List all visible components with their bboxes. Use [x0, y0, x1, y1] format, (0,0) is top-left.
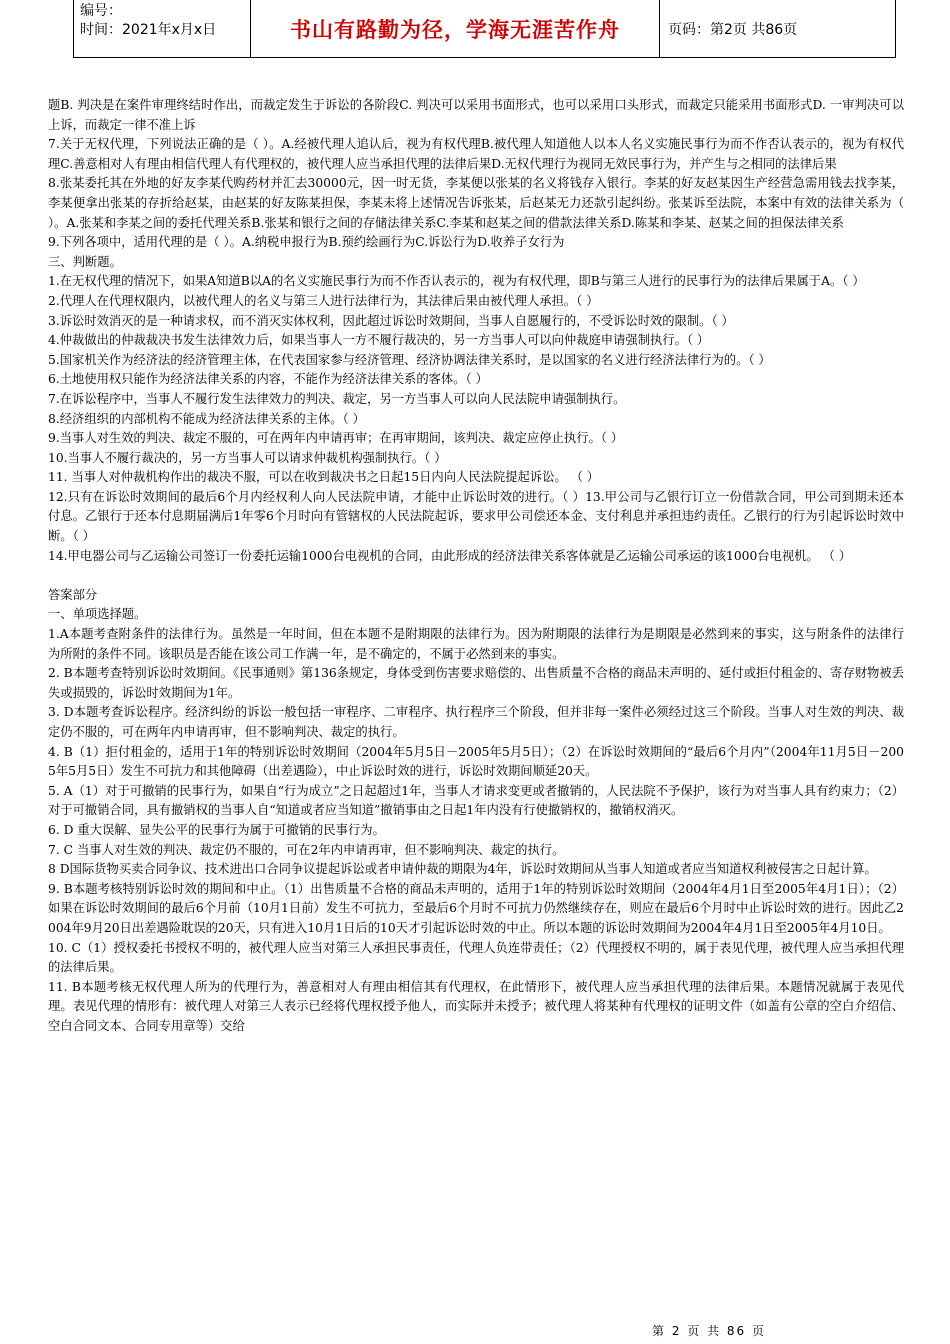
blank-line	[48, 566, 904, 586]
paragraph: 5.国家机关作为经济法的经济管理主体，在代表国家参与经济管理、经济协调法律关系时，是以国家的名义进行经济法律行为的。（ ）	[48, 352, 771, 367]
paragraph: 2. B本题考查特别诉讼时效期间。《民事通则》第136条规定，身体受到伤害要求赔偿的、出售质量不合格的商品未声明的、延付或拒付租金的、寄存财物被丢失或损毁的，诉讼时效期间为1年。	[48, 666, 904, 700]
paragraph: 4.仲裁做出的仲裁裁决书发生法律效力后，如果当事人一方不履行裁决的，另一方当事人可以向仲裁庭申请强制执行。（ ）	[48, 333, 710, 348]
header-motto: 书山有路勤为径，学海无涯苦作舟	[251, 0, 660, 57]
paragraph: 3. D本题考查诉讼程序。经济纠纷的诉讼一般包括一审程序、二审程序、执行程序三个阶段，但并非每一案件必须经过这三个阶段。当事人对生效的判决、裁定仍不服的，可在两年内申请再审，但不影响判决、裁定的执行。	[48, 705, 904, 739]
paragraph: 10. C（1）授权委托书授权不明的，被代理人应当对第三人承担民事责任，代理人负连带责任；（2）代理授权不明的，属于表见代理，被代理人应当承担代理的法律后果。	[48, 940, 904, 975]
paragraph: 7.在诉讼程序中，当事人不履行发生法律效力的判决、裁定，另一方当事人可以向人民法院申请强制执行。	[48, 391, 626, 406]
paragraph: 一、单项选择题。	[48, 607, 147, 622]
paragraph: 6.土地使用权只能作为经济法律关系的内容，不能作为经济法律关系的客体。（ ）	[48, 372, 488, 387]
paragraph: 10.当事人不履行裁决的，另一方当事人可以请求仲裁机构强制执行。（ ）	[48, 450, 447, 465]
paragraph: 1.A本题考查附条件的法律行为。虽然是一年时间，但在本题不是附期限的法律行为。因为附期限的法律行为是期限是必然到来的事实，这与附条件的法律行为所附的条件不同。该职员是否能在该公司工作满一年，是不确定的，不属于必然到来的事实。	[48, 627, 904, 661]
paragraph: 三、判断题。	[48, 254, 122, 269]
paragraph: 9. B本题考核特别诉讼时效的期间和中止。（1）出售质量不合格的商品未声明的，适用于1年的特别诉讼时效期间（2004年4月1日至2005年4月1日）；（2）如果在诉讼时效期间的最后6个月前（10月1日前）发生不可抗力，至最后6个月时不可抗力仍然继续存在，则应在最后6个月时中止诉讼时效的进行。因此乙2004年9月20日出差遇险耽误的20天，只有进入10月1日后的10天才引起诉讼时效的中止。所以本题的诉讼时效期间为2004年4月1日至2005年4月10日。	[48, 881, 904, 935]
paragraph: 14.甲电器公司与乙运输公司签订一份委托运输1000台电视机的合同，由此形成的经济法律关系客体就是乙运输公司承运的该1000台电视机。 （ ）	[48, 548, 852, 563]
document-body	[48, 96, 904, 1037]
header-page-label: 页码：第2页 共86页	[668, 21, 798, 38]
paragraph: 7. C 当事人对生效的判决、裁定仍不服的，可在2年内申请再审，但不影响判决、裁定的执行。	[48, 842, 565, 857]
paragraph: 7.关于无权代理，下列说法正确的是（ ）。A.经被代理人追认后，视为有权代理B.被代理人知道他人以本人名义实施民事行为而不作否认表示的，视为有权代理C.善意相对人有理由相信代理人有代理权的，被代理人应当承担代理的法律后果D.无权代理行为视同无效民事行为，并产生与之相同的法律后果	[48, 137, 904, 171]
paragraph: 9.当事人对生效的判决、裁定不服的，可在两年内申请再审；在再审期间，该判决、裁定应停止执行。（ ）	[48, 431, 624, 446]
paragraph: 题B. 判决是在案件审理终结时作出，而裁定发生于诉讼的各阶段C. 判决可以采用书面形式，也可以采用口头形式，而裁定只能采用书面形式D. 一审判决可以上诉，而裁定一律不准上诉	[48, 98, 904, 132]
paragraph: 11. B本题考核无权代理人所为的代理行为，善意相对人有理由相信其有代理权，在此情形下，被代理人应当承担代理的法律后果。本题情况就属于表见代理。表见代理的情形有：被代理人对第三人表示已经将代理权授予他人，而实际并未授予；被代理人将某种有代理权的证明文件（如盖有公章的空白介绍信、空白合同文本、合同专用章等）交给	[48, 979, 904, 1033]
paragraph: 8.经济组织的内部机构不能成为经济法律关系的主体。（ ）	[48, 411, 365, 426]
paragraph: 1.在无权代理的情况下，如果A知道B以A的名义实施民事行为而不作否认表示的，视为有权代理，即B与第三人进行的民事行为的法律后果属于A。（ ）	[48, 274, 865, 289]
paragraph: 9.下列各项中，适用代理的是（ ）。A.纳税申报行为B.预约绘画行为C.诉讼行为D.收养子女行为	[48, 235, 565, 250]
paragraph: 答案部分	[48, 587, 98, 602]
paragraph: 3.诉讼时效消灭的是一种请求权，而不消灭实体权利，因此超过诉讼时效期间，当事人自愿履行的，不受诉讼时效的限制。（ ）	[48, 313, 734, 328]
paragraph: 5. A（1）对于可撤销的民事行为，如果自“行为成立”之日起超过1年，当事人才请求变更或者撤销的，人民法院不予保护，该行为对当事人具有约束力；（2）对于可撤销合同，具有撤销权的当事人自“知道或者应当知道”撤销事由之日起1年内没有行使撤销权的，撤销权消灭。	[48, 783, 904, 818]
paragraph: 11. 当事人对仲裁机构作出的裁决不服，可以在收到裁决书之日起15日内向人民法院提起诉讼。 （ ）	[48, 470, 600, 485]
paragraph: 4. B（1）拒付租金的，适用于1年的特别诉讼时效期间（2004年5月5日－2005年5月5日）；（2）在诉讼时效期间的“最后6个月内”（2004年11月5日－2005年5月5日）发生不可抗力和其他障碍（出差遇险），中止诉讼时效的进行，诉讼时效期间顺延20天。	[48, 744, 904, 779]
time-label: 时间：2021年x月x日	[80, 22, 217, 38]
paragraph: 12.只有在诉讼时效期间的最后6个月内经权利人向人民法院申请，才能中止诉讼时效的进行。（ ）13.甲公司与乙银行订立一份借款合同，甲公司到期未还本付息。乙银行于还本付息期届满后1年零6个月时向有管辖权的人民法院起诉，要求甲公司偿还本金、支付利息并承担违约责任。乙银行的行为引起诉讼时效中断。（ ）	[48, 489, 904, 544]
paragraph: 6. D 重大误解、显失公平的民事行为属于可撤销的民事行为。	[48, 822, 385, 837]
serial-label: 编号：	[80, 3, 122, 19]
paragraph: 2.代理人在代理权限内，以被代理人的名义与第三人进行法律行为，其法律后果由被代理人承担。（ ）	[48, 293, 599, 308]
header-meta	[74, 0, 251, 57]
paragraph: 8.张某委托其在外地的好友李某代购药材并汇去30000元，因一时无货，李某便以张某的名义将钱存入银行。李某的好友赵某因生产经营急需用钱去找李某，李某便拿出张某的存折给赵某，由赵某的好友陈某担保，李某未将上述情况告诉张某，后赵某无力还款引起纠纷。张某诉至法院，本案中有效的法律关系为（ ）。A.张某和李某之间的委托代理关系B.张某和银行之间的存储法律关系C.李某和赵某之间的借款法律关系D.陈某和李某、赵某之间的担保法律关系	[48, 176, 904, 230]
page-header	[73, 0, 896, 58]
paragraph: 8 D国际货物买卖合同争议、技术进出口合同争议提起诉讼或者申请仲裁的期限为4年，诉讼时效期间从当事人知道或者应当知道权利被侵害之日起计算。	[48, 862, 877, 877]
page-footer: 第 2 页 共 86 页	[652, 1324, 766, 1338]
